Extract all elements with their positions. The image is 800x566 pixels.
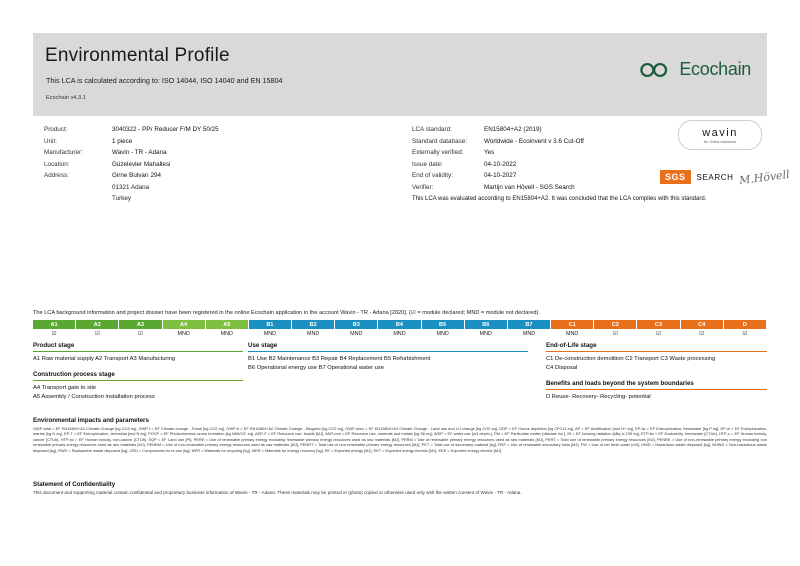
info-value: EN15804+A2 (2019) [484,126,542,133]
module-code-b6: B6 [465,320,508,329]
module-code-b3: B3 [335,320,378,329]
use-stage-line: B6 Operational energy use B7 Operational water use [248,365,384,371]
confidentiality-title: Statement of Confidentiality [33,481,116,488]
info-row [412,170,672,182]
module-code-c2: C2 [594,320,637,329]
use-stage-column [248,342,528,373]
module-value-a2: ☑ [76,329,119,339]
module-value-a3: ☑ [119,329,162,339]
use-stage-title: Use stage [248,342,528,352]
product-stage-line: A1 Raw material supply A2 Transport A3 Manufacturing [33,356,176,362]
confidentiality-body: This document and supporting material contain confidential and proprietary business information of Wavin - TR - Adana. These materials may be printed or (photo) copied or otherwise used only with the written consent of Wavin - TR - Adana. [33,490,522,495]
eol-stage-column [546,342,767,402]
info-value: 04-10-2022 [484,160,517,168]
info-value: Worldwide - Ecoinvent v 3.6 Cut-Off [484,137,584,145]
info-row [44,147,374,159]
module-code-b4: B4 [378,320,421,329]
info-value: Wavin - TR - Adana [112,149,167,156]
module-value-a4: MND [163,329,206,339]
info-value: Yes [484,149,495,156]
info-row [44,136,374,148]
info-key: End of validity: [412,172,453,179]
verifier-logo [660,166,791,188]
module-code-a1: A1 [33,320,76,329]
manufacturer-name: wavin [702,126,738,139]
module-code-b2: B2 [292,320,335,329]
confidentiality-section [33,481,767,497]
benefits-line: D Reuse- Recovery- Recycling- potential [546,394,651,400]
module-value-b7: MND [508,329,551,339]
lca-info-right [412,124,672,193]
product-stage-column [33,342,243,402]
module-value-c2: ☑ [594,329,637,339]
info-value: 1 piece [112,137,133,145]
info-key: Location: [44,160,70,168]
document-header [33,33,767,116]
header-subtitle: This LCA is calculated according to: ISO 14044, ISO 14040 and EN 15804 [46,76,283,85]
info-value: 04-10-2027 [484,172,517,179]
module-code-a3: A3 [119,320,162,329]
module-code-b1: B1 [249,320,292,329]
module-code-c1: C1 [551,320,594,329]
address-line: 01321 Adana [112,183,150,191]
module-value-a5: MND [206,329,249,339]
header-version: Ecochain v4.3.1 [46,95,86,101]
module-value-b1: MND [249,329,292,339]
impacts-section [33,417,767,453]
module-value-a1: ☑ [33,329,76,339]
module-value-b3: MND [335,329,378,339]
registration-note: The LCA background information and project dossier have been registered in the online Ecochain application in the account Wavin - TR - Adana [2020]. (☑ = module declared; MND = module not declared). [33,310,540,316]
module-value-d: ☑ [724,329,767,339]
module-value-b6: MND [465,329,508,339]
module-value-c1: MND [551,329,594,339]
info-key: Unit: [44,137,57,145]
module-code-a4: A4 [163,320,206,329]
info-key: Externally verified: [412,149,464,156]
module-value-b4: MND [378,329,421,339]
module-code-a5: A5 [206,320,249,329]
module-code-b5: B5 [422,320,465,329]
impacts-body: GWP-total = EF EN15804+A2 Climate Change [kg CO2 eq], GWP-f = EF Climate change - Fossil [kg CO2 eq], GWP-b = EF EN15804+A2 Climate Change - Biogenic [kg CO2 eq], GWP-luluc = EF EN15804+A2 Climate Change - Land use and LU change [kg CO2 eq], ODP = EF Ozone depletion [kg CFC11 eq], AP = EF Acidification [mol H+ eq], EP-fw = EF Eutrophication, freshwater [kg P eq], EP-m = EF Eutrophication, marine [kg N eq], EP-T = EF Eutrophication, terrestrial [mol N eq], POCP = EF Photochemical ozone formation [kg NMVOC eq], ADP-F = EF Resource use, fossils [MJ], ADP-mm = EF Resource use, minerals and metals [kg Sb eq], WDP = EF water use [m3 depriv.], PM = EF Particulate matter [disease inc.], IR = EF Ionising radiation [kBq U-235 eq], ETP-fw = EF Ecotoxicity, freshwater [CTUe], HTP-c = EF Human toxicity, cancer [CTUh], HTP-nc = EF Human toxicity, non-cancer [CTUh], SQP = EF Land use [Pt], PERE = Use of renewable primary energy excluding renewable primary energy resources used as raw materials [MJ], PERM = Use of renewable primary energy resources used as raw materials [MJ], PERT = Total use of renewable primary energy resources [MJ], PENRE = Use of non-renewable primary energy excluding non renewable primary energy resources used as raw materials [MJ], PENRM = Use of non-renewable primary energy resources used as raw materials [MJ], PENRT = Total use of non-renewable primary energy resources [MJ], PET = Total use of secondary material [kg], RSF = Use of renewable secondary fuels [MJ], FW = Use of net fresh water [m3], HWD = Hazardous waste disposed [kg], NHWD = Non-hazardous waste disposed [kg], RWD = Radioactive waste disposed [kg], CRU = Components for re-use [kg], MFR = Materials for recycling [kg], MER = Materials for energy recovery [kg], EE = Exported energy [MJ], EET = Exported energy thermic [MJ], EEE = Exported energy electric [MJ] [33,426,767,453]
info-key: Address: [44,172,69,179]
benefits-title: Benefits and loads beyond the system boundaries [546,380,767,390]
module-table [33,320,767,339]
info-row [44,124,374,136]
module-header-row [33,320,767,329]
infinity-icon [638,61,672,79]
info-row [44,170,374,182]
info-value: Girne Bulvarı 294 [112,172,162,179]
module-value-b5: MND [422,329,465,339]
construction-stage-line: A4 Transport gate to site [33,385,97,391]
module-code-b7: B7 [508,320,551,329]
module-code-a2: A2 [76,320,119,329]
ecochain-wordmark: Ecochain [679,59,751,79]
address-line: Turkey [112,195,132,202]
search-wordmark: SEARCH [696,172,734,182]
impacts-title: Environmental impacts and parameters [33,417,149,424]
module-value-c4: ☑ [681,329,724,339]
eol-stage-title: End-of-Life stage [546,342,767,352]
use-stage-line: B1 Use B2 Maintenance B3 Repair B4 Replacement B5 Refurbishment [248,356,431,362]
product-info-left [44,124,374,205]
info-key: Issue date: [412,160,443,168]
info-row [412,159,672,171]
info-row [412,182,672,194]
verification-note: This LCA was evaluated according to EN15804+A2. It was concluded that the LCA complies with this standard. [412,196,707,202]
manufacturer-logo [678,120,762,150]
info-row [412,136,672,148]
info-value: Martijn van Hövell - SGS Search [484,183,575,191]
construction-stage-line: A5 Assembly / Construction installation process [33,394,155,400]
module-value-c3: ☑ [637,329,680,339]
info-key: LCA standard: [412,126,452,133]
module-code-d: D [724,320,767,329]
module-value-b2: MND [292,329,335,339]
manufacturer-tagline: An Orbia business [703,139,737,144]
info-value: Güzelevler Mahallesi [112,160,171,168]
info-row [412,124,672,136]
info-row [412,147,672,159]
info-row [44,159,374,171]
sgs-badge: SGS [660,170,691,184]
ecochain-logo [638,59,751,80]
info-key: Standard database: [412,137,467,145]
construction-stage-title: Construction process stage [33,371,243,381]
info-key: Product: [44,126,68,133]
eol-stage-line: C1 De-construction demolition C2 Transport C3 Waste processing [546,356,716,362]
product-stage-title: Product stage [33,342,243,352]
module-values-row [33,329,767,339]
module-code-c3: C3 [637,320,680,329]
verifier-signature: M.Hövell [738,167,791,187]
module-code-c4: C4 [681,320,724,329]
page-title: Environmental Profile [45,45,230,66]
info-key: Manufacturer: [44,149,83,156]
info-key: Verifier: [412,183,434,191]
info-value: 3040322 - PPr Reducer F/M DY 50/25 [112,126,219,133]
eol-stage-line: C4 Disposal [546,365,578,371]
